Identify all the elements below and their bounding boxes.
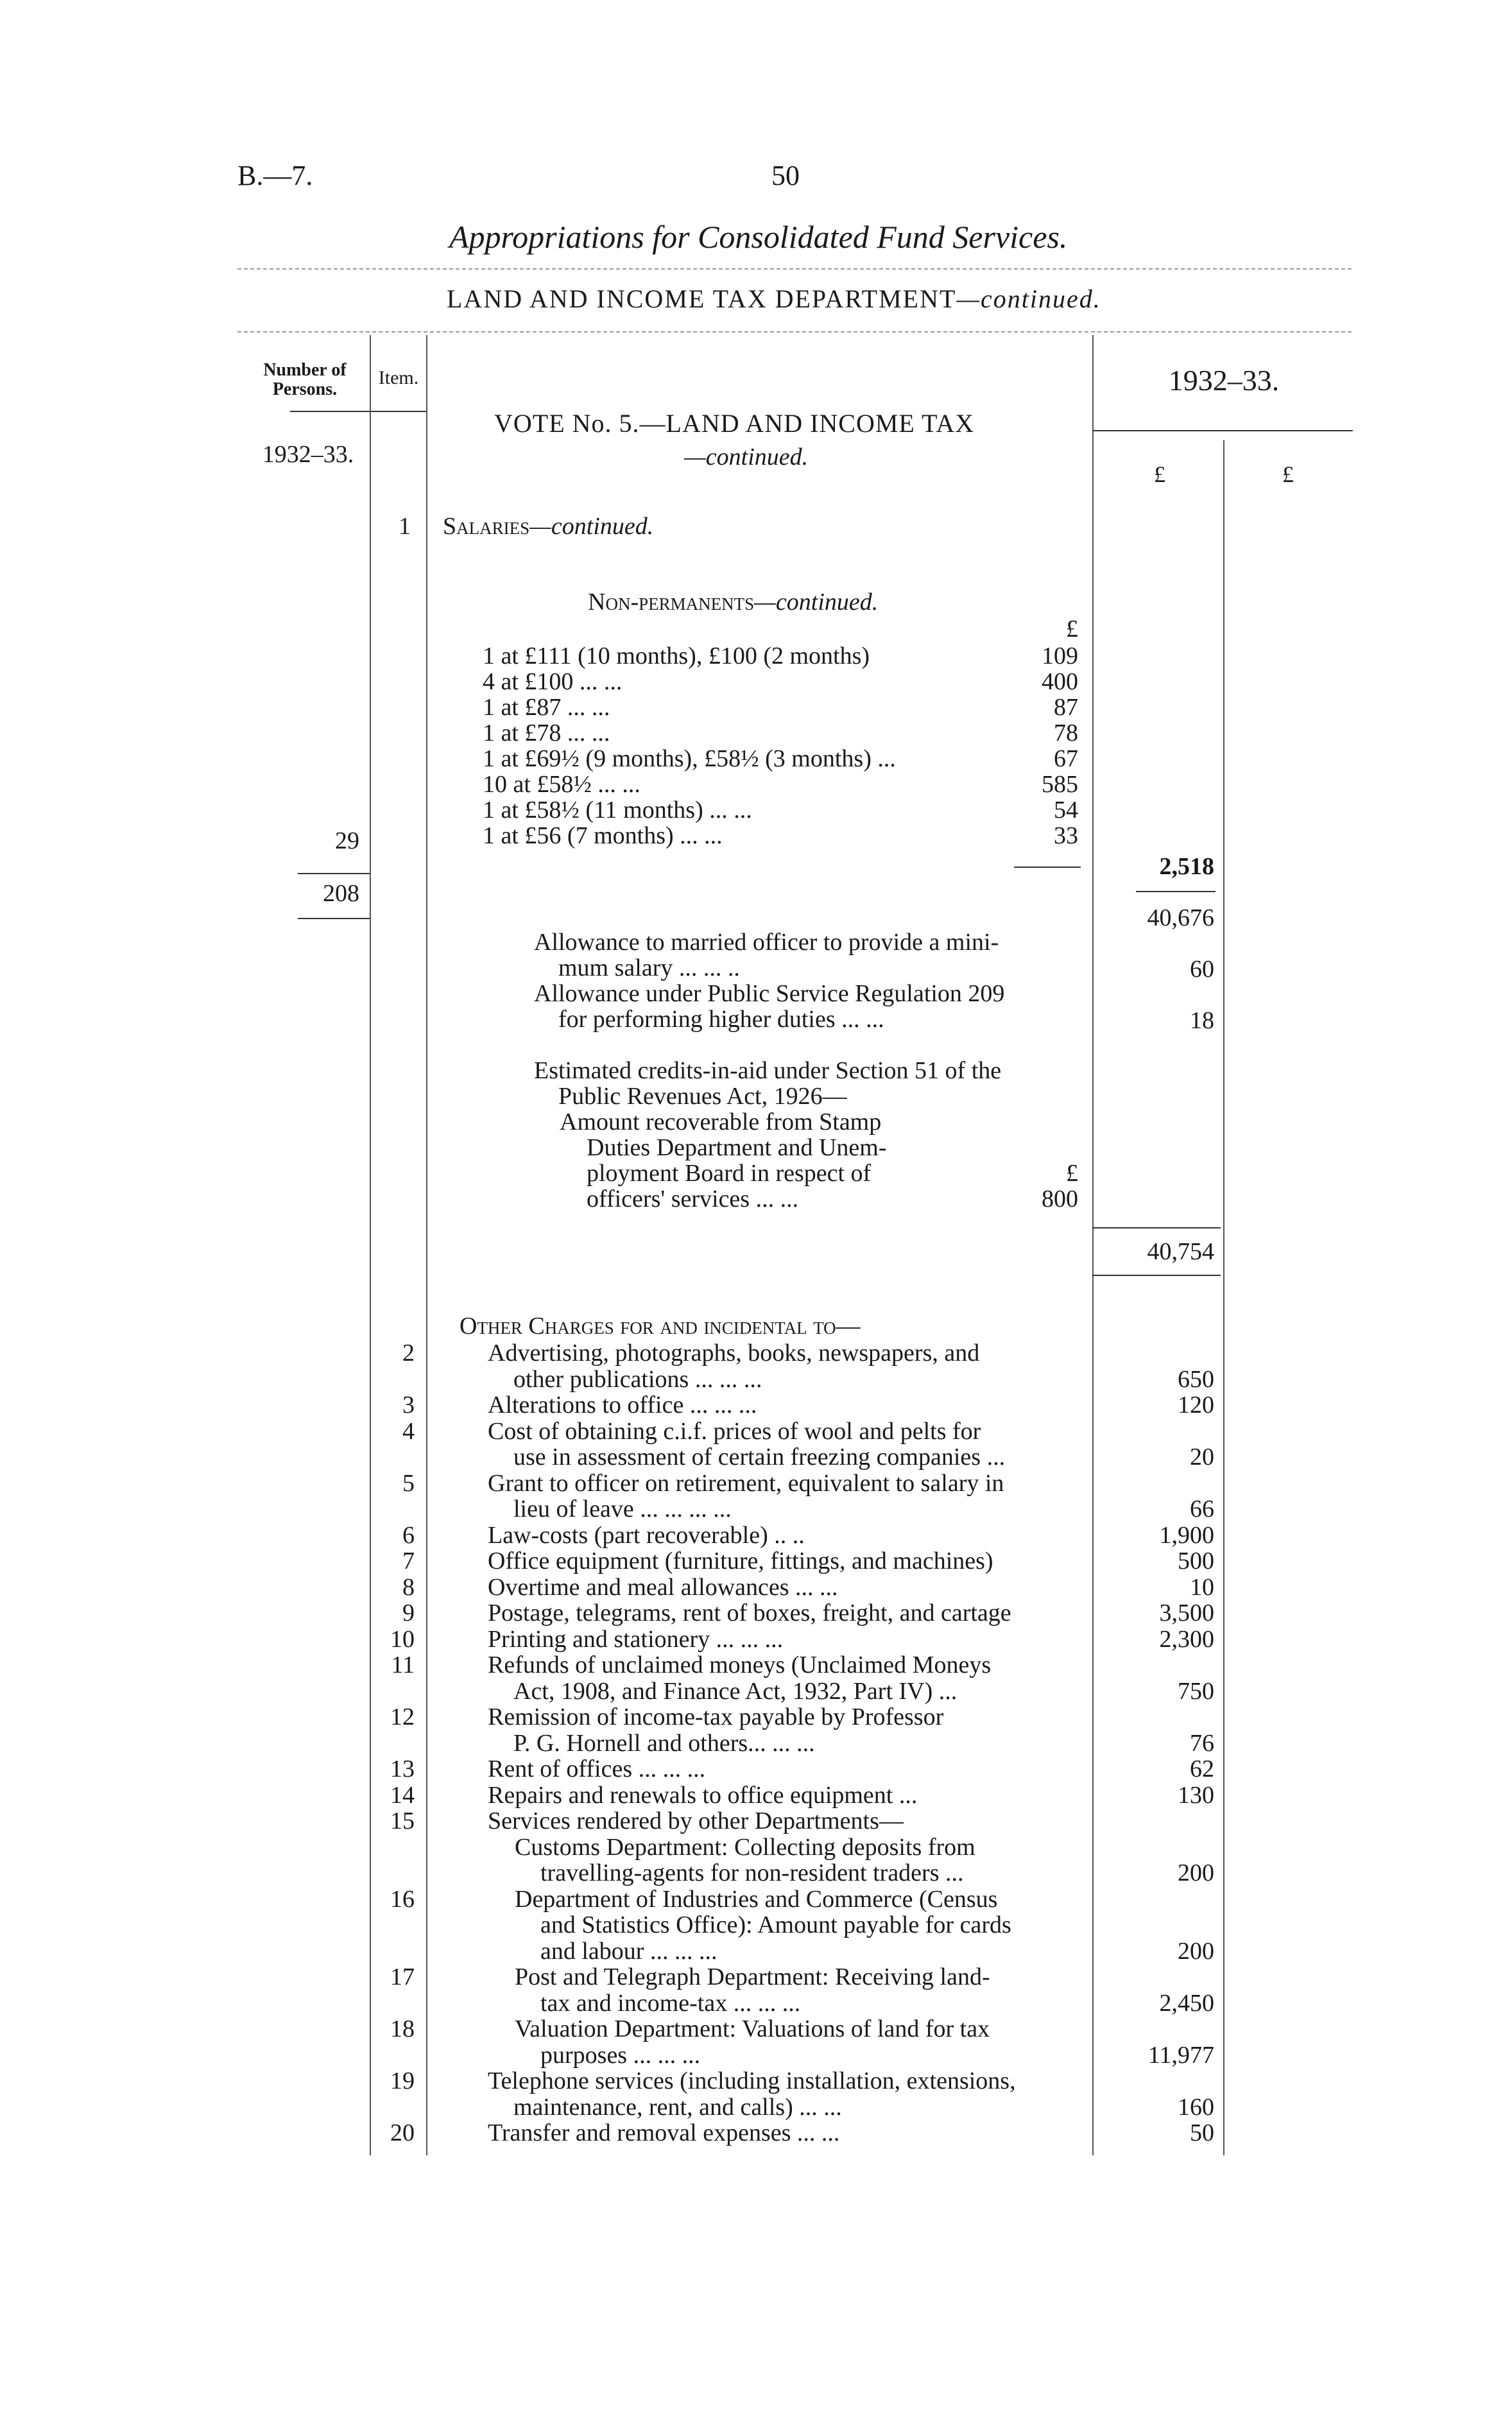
- divider: [237, 268, 1352, 270]
- vote-title: VOTE No. 5.—LAND AND INCOME TAX: [494, 409, 975, 438]
- charge-item-text: and labour ... ... ...: [540, 1937, 717, 1965]
- non-permanent-row-amount: 67: [1054, 745, 1078, 772]
- salaries-total: 40,676: [1147, 904, 1214, 931]
- charge-item-text: other publications ... ... ...: [513, 1365, 762, 1393]
- charge-item-text: Grant to officer on retirement, equivalent to salary in: [488, 1469, 1004, 1497]
- charge-item-amount: 650: [1178, 1365, 1214, 1393]
- pound-column-1: £: [1154, 461, 1165, 487]
- divider: [1014, 867, 1081, 868]
- year-header: 1932–33.: [1168, 364, 1280, 397]
- charge-item-text: Refunds of unclaimed moneys (Unclaimed Moneys: [488, 1652, 992, 1678]
- allowance-2-amount: 18: [1190, 1007, 1214, 1034]
- non-permanent-row-amount: 33: [1054, 822, 1078, 849]
- column-rule: [426, 335, 427, 2155]
- charge-item-amount: 130: [1178, 1781, 1214, 1809]
- non-permanents-heading: [588, 589, 878, 615]
- divider: [1136, 891, 1216, 892]
- department-name: LAND AND INCOME TAX DEPARTMENT: [447, 284, 957, 313]
- non-permanent-row-amount: 400: [1042, 668, 1078, 695]
- credits-line5: ployment Board in respect of: [587, 1160, 872, 1187]
- charge-item-amount: 11,977: [1147, 2041, 1214, 2069]
- charge-item-text: Rent of offices ... ... ...: [488, 1755, 706, 1782]
- charge-item-amount: 2,300: [1159, 1625, 1214, 1653]
- charge-item-number: 18: [390, 2015, 415, 2042]
- total-persons: 208: [323, 880, 359, 907]
- charge-item-number: 15: [390, 1807, 415, 1834]
- credits-line6: officers' services ... ...: [587, 1186, 799, 1212]
- non-permanent-row-text: 1 at £87 ... ...: [483, 694, 610, 721]
- charge-item-text: Services rendered by other Departments—: [488, 1807, 904, 1834]
- pound-column-2: £: [1282, 461, 1294, 487]
- divider: [1092, 1275, 1221, 1276]
- charge-item-text: use in assessment of certain freezing companies ...: [513, 1444, 1006, 1470]
- credits-line3: Amount recoverable from Stamp: [560, 1108, 882, 1135]
- divider: [298, 918, 370, 919]
- divider: [237, 331, 1352, 332]
- persons-header: Number of Persons.: [263, 360, 347, 399]
- charge-item-number: 6: [402, 1521, 415, 1549]
- credits-line1: Estimated credits-in-aid under Section 51 of the: [534, 1057, 1002, 1084]
- charge-item-number: 19: [390, 2067, 415, 2094]
- divider: [1092, 430, 1353, 431]
- credits-amount: 800: [1042, 1186, 1078, 1212]
- charge-item-text: Customs Department: Collecting deposits from: [515, 1833, 975, 1861]
- charge-item-amount: 10: [1190, 1573, 1214, 1601]
- grand-total: 40,754: [1147, 1238, 1214, 1265]
- salaries-heading: [443, 513, 653, 539]
- charge-item-number: 7: [402, 1548, 415, 1574]
- divider: [290, 411, 370, 412]
- charge-item-text: Cost of obtaining c.i.f. prices of wool and pelts for: [488, 1417, 981, 1445]
- non-permanent-row-amount: 78: [1054, 720, 1078, 746]
- charge-item-amount: 62: [1190, 1755, 1214, 1782]
- non-permanent-row-amount: 54: [1054, 797, 1078, 824]
- non-permanent-row-amount: 585: [1042, 771, 1078, 798]
- charge-item-number: 12: [390, 1703, 415, 1730]
- charge-item-amount: 200: [1178, 1859, 1214, 1886]
- credits-line2: Public Revenues Act, 1926—: [558, 1083, 847, 1110]
- charge-item-text: Office equipment (furniture, fittings, and machines): [488, 1548, 993, 1574]
- non-permanents-label: Non-permanents: [588, 589, 755, 616]
- non-permanent-row-text: 1 at £56 (7 months) ... ...: [483, 822, 723, 849]
- non-permanent-row-amount: 109: [1042, 642, 1078, 669]
- column-rule: [370, 335, 371, 2155]
- charge-item-text: purposes ... ... ...: [540, 2041, 701, 2069]
- non-permanent-row-text: 1 at £111 (10 months), £100 (2 months): [483, 642, 870, 669]
- salaries-suffix: —continued.: [529, 513, 654, 540]
- non-permanents-subtotal: 2,518: [1159, 853, 1214, 880]
- charge-item-amount: 20: [1190, 1444, 1214, 1470]
- charge-item-text: Department of Industries and Commerce (Census: [515, 1885, 998, 1913]
- page-number: 50: [771, 160, 800, 191]
- non-permanent-row-text: 1 at £78 ... ...: [483, 720, 610, 746]
- charge-item-text: lieu of leave ... ... ... ...: [513, 1496, 732, 1522]
- charge-item-number: 5: [402, 1469, 415, 1497]
- non-permanent-row-text: 1 at £69½ (9 months), £58½ (3 months) ...: [483, 745, 896, 772]
- non-permanent-row-text: 1 at £58½ (11 months) ... ...: [483, 797, 752, 824]
- department-suffix: —continued.: [956, 284, 1101, 313]
- item-header: Item.: [378, 367, 419, 388]
- charge-item-text: Advertising, photographs, books, newspapers, and: [488, 1340, 980, 1367]
- non-permanents-pound: £: [1066, 616, 1078, 642]
- salaries-item-number: 1: [399, 513, 411, 540]
- charge-item-number: 9: [402, 1600, 415, 1626]
- page-title: Appropriations for Consolidated Fund Services.: [449, 219, 1068, 255]
- credits-pound: £: [1066, 1160, 1078, 1187]
- charge-item-text: travelling-agents for non-resident traders ...: [540, 1859, 964, 1886]
- year-header-left: 1932–33.: [262, 441, 354, 468]
- charge-item-number: 11: [391, 1652, 415, 1678]
- charge-item-amount: 500: [1178, 1548, 1214, 1574]
- charge-item-number: 10: [390, 1625, 415, 1653]
- allowance-2-line2: for performing higher duties ... ...: [558, 1006, 884, 1033]
- charge-item-number: 3: [402, 1392, 415, 1419]
- allowance-1-line1: Allowance to married officer to provide a mini-: [534, 929, 999, 956]
- charge-item-text: Valuation Department: Valuations of land for tax: [515, 2015, 990, 2042]
- charge-item-amount: 3,500: [1159, 1600, 1214, 1626]
- charge-item-number: 8: [402, 1573, 415, 1601]
- divider: [298, 873, 370, 874]
- persons-count: 29: [335, 827, 359, 854]
- charge-item-amount: 76: [1190, 1729, 1214, 1757]
- charge-item-number: 2: [402, 1340, 415, 1367]
- charge-item-amount: 50: [1190, 2119, 1214, 2146]
- charge-item-text: Alterations to office ... ... ...: [488, 1392, 757, 1419]
- charge-item-number: 16: [390, 1885, 415, 1913]
- page-ref: B.—7.: [237, 160, 313, 191]
- charge-item-text: maintenance, rent, and calls) ... ...: [513, 2093, 842, 2121]
- charge-item-amount: 750: [1178, 1677, 1214, 1705]
- charge-item-text: Remission of income-tax payable by Professor: [488, 1703, 944, 1730]
- divider: [1092, 1227, 1221, 1229]
- charge-item-amount: 200: [1178, 1937, 1214, 1965]
- charge-item-text: Transfer and removal expenses ... ...: [488, 2119, 840, 2146]
- charge-item-amount: 120: [1178, 1392, 1214, 1419]
- charge-item-number: 17: [390, 1963, 415, 1990]
- charge-item-text: Act, 1908, and Finance Act, 1932, Part IV) ...: [513, 1677, 958, 1705]
- charge-item-text: P. G. Hornell and others... ... ...: [513, 1729, 815, 1757]
- charge-item-text: Overtime and meal allowances ... ...: [488, 1573, 838, 1601]
- charge-item-amount: 1,900: [1159, 1521, 1214, 1549]
- charge-item-text: Printing and stationery ... ... ...: [488, 1625, 784, 1653]
- allowance-1-amount: 60: [1190, 956, 1214, 983]
- non-permanents-suffix: —continued.: [754, 589, 879, 616]
- charge-item-amount: 2,450: [1159, 1989, 1214, 2017]
- allowance-1-line2: mum salary ... ... ..: [558, 954, 740, 981]
- column-rule: [1223, 440, 1224, 2155]
- charge-item-text: Post and Telegraph Department: Receiving land-: [515, 1963, 990, 1990]
- charge-item-number: 14: [390, 1781, 415, 1809]
- other-charges-heading: Other Charges for and incidental to—: [460, 1313, 861, 1340]
- charge-item-amount: 160: [1178, 2093, 1214, 2121]
- non-permanent-row-text: 4 at £100 ... ...: [483, 668, 623, 695]
- charge-item-text: Repairs and renewals to office equipment ...: [488, 1781, 918, 1809]
- non-permanent-row-text: 10 at £58½ ... ...: [483, 771, 640, 798]
- charge-item-number: 20: [390, 2119, 415, 2146]
- allowance-2-line1: Allowance under Public Service Regulation 209: [534, 980, 1005, 1007]
- charge-item-text: tax and income-tax ... ... ...: [540, 1989, 801, 2017]
- salaries-label: Salaries: [443, 513, 530, 540]
- charge-item-number: 4: [402, 1417, 415, 1445]
- charge-item-amount: 66: [1190, 1496, 1214, 1522]
- charge-item-text: Postage, telegrams, rent of boxes, freight, and cartage: [488, 1600, 1011, 1626]
- divider: [371, 411, 426, 412]
- department-heading: [447, 284, 1101, 314]
- charge-item-text: Telephone services (including installation, extensions,: [488, 2067, 1016, 2094]
- credits-line4: Duties Department and Unem-: [587, 1134, 887, 1161]
- vote-continued: —continued.: [684, 444, 809, 470]
- charge-item-number: 13: [390, 1755, 415, 1782]
- charge-item-text: Law-costs (part recoverable) .. ..: [488, 1521, 805, 1549]
- charge-item-text: and Statistics Office): Amount payable for cards: [540, 1911, 1011, 1938]
- non-permanent-row-amount: 87: [1054, 694, 1078, 721]
- column-rule: [1092, 335, 1094, 2155]
